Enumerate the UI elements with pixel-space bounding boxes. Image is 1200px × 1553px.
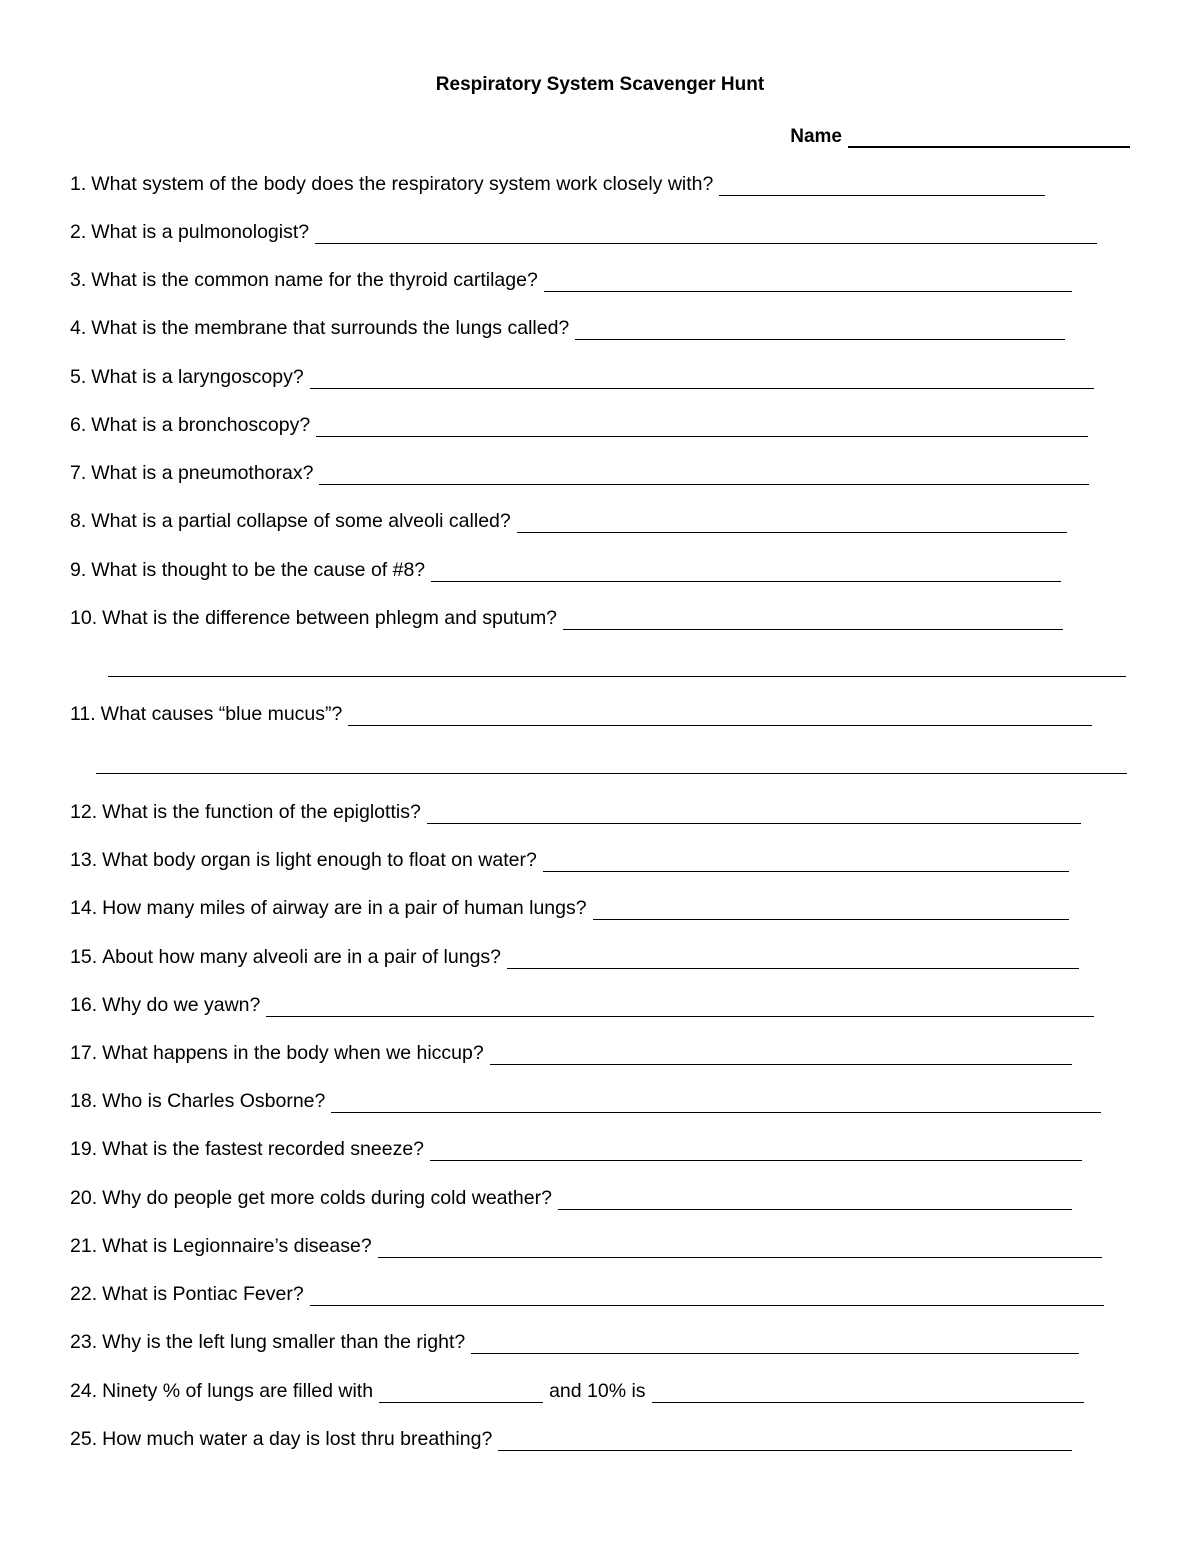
- answer-blank[interactable]: [431, 559, 1061, 582]
- question-text: What is the function of the epiglottis?: [102, 801, 421, 823]
- question-22: [70, 1280, 1104, 1306]
- answer-blank[interactable]: [310, 366, 1094, 389]
- question-text: About how many alveoli are in a pair of lungs?: [102, 946, 502, 968]
- answer-blank[interactable]: [563, 607, 1063, 630]
- question-number: 6.: [70, 414, 87, 436]
- question-number: 5.: [70, 366, 87, 388]
- question-text: What is a pulmonologist?: [91, 221, 310, 243]
- question-number: 4.: [70, 317, 87, 339]
- question-number: 2.: [70, 221, 87, 243]
- question-number: 1.: [70, 173, 87, 195]
- name-label: Name: [790, 126, 842, 147]
- question-21: [70, 1232, 1102, 1258]
- question-text: What is the common name for the thyroid cartilage?: [91, 269, 538, 291]
- answer-blank[interactable]: [266, 994, 1094, 1017]
- question-text: Who is Charles Osborne?: [102, 1090, 326, 1112]
- question-7: [70, 459, 1089, 485]
- answer-blank[interactable]: [490, 1042, 1072, 1065]
- answer-blank[interactable]: [331, 1090, 1101, 1113]
- question-5: [70, 363, 1094, 389]
- question-18: [70, 1087, 1101, 1113]
- question-11: [70, 700, 1092, 726]
- question-number: 14.: [70, 897, 98, 919]
- question-number: 9.: [70, 559, 87, 581]
- question-24: [70, 1377, 1084, 1403]
- question-number: 19.: [70, 1138, 98, 1160]
- question-25: [70, 1425, 1072, 1451]
- answer-blank[interactable]: [543, 849, 1069, 872]
- question-12: [70, 798, 1081, 824]
- question-4: [70, 314, 1065, 340]
- question-number: 25.: [70, 1428, 98, 1450]
- question-number: 24.: [70, 1380, 98, 1402]
- question-16: [70, 991, 1094, 1017]
- question-text: What happens in the body when we hiccup?: [102, 1042, 484, 1064]
- worksheet-title: Respiratory System Scavenger Hunt: [435, 74, 765, 95]
- question-20: [70, 1184, 1072, 1210]
- question-number: 21.: [70, 1235, 98, 1257]
- name-blank[interactable]: [848, 124, 1130, 148]
- answer-blank[interactable]: [517, 510, 1067, 533]
- question-text: How many miles of airway are in a pair of human lungs?: [102, 897, 587, 919]
- name-field: [790, 122, 1130, 148]
- answer-blank[interactable]: [427, 801, 1081, 824]
- question-8: [70, 507, 1067, 533]
- question-15: [70, 943, 1079, 969]
- question-text: What causes “blue mucus”?: [100, 703, 343, 725]
- question-text: What is thought to be the cause of #8?: [91, 559, 426, 581]
- question-number: 17.: [70, 1042, 98, 1064]
- question-text: How much water a day is lost thru breathing?: [102, 1428, 493, 1450]
- question-text: What is the difference between phlegm and sputum?: [102, 607, 558, 629]
- question-19: [70, 1135, 1082, 1161]
- question-text: What is a bronchoscopy?: [91, 414, 311, 436]
- answer-blank[interactable]: [315, 221, 1097, 244]
- question-text: Why do people get more colds during cold weather?: [102, 1187, 552, 1209]
- question-14: [70, 894, 1069, 920]
- question-text: Why is the left lung smaller than the right?: [102, 1331, 466, 1353]
- answer-blank[interactable]: [544, 269, 1072, 292]
- question-number: 22.: [70, 1283, 98, 1305]
- answer-blank[interactable]: [348, 703, 1092, 726]
- answer-blank[interactable]: [558, 1187, 1072, 1210]
- question-9: [70, 556, 1061, 582]
- question-2: [70, 218, 1097, 244]
- question-text: What system of the body does the respiratory system work closely with?: [91, 173, 714, 195]
- question-17: [70, 1039, 1072, 1065]
- question-number: 10.: [70, 607, 98, 629]
- question-6: [70, 411, 1088, 437]
- question-1: [70, 170, 1045, 196]
- question-text-middle: and 10% is: [549, 1380, 646, 1402]
- question-number: 12.: [70, 801, 98, 823]
- answer-blank-continued[interactable]: [96, 773, 1127, 774]
- answer-blank[interactable]: [310, 1283, 1104, 1306]
- question-number: 7.: [70, 462, 87, 484]
- question-number: 15.: [70, 946, 98, 968]
- question-text: Ninety % of lungs are filled with: [102, 1380, 374, 1402]
- answer-blank-continued[interactable]: [108, 676, 1126, 677]
- question-text: What is a laryngoscopy?: [91, 366, 304, 388]
- answer-blank[interactable]: [719, 173, 1045, 196]
- question-text: What is the fastest recorded sneeze?: [102, 1138, 425, 1160]
- question-text: What body organ is light enough to float on water?: [102, 849, 537, 871]
- question-number: 16.: [70, 994, 98, 1016]
- answer-blank[interactable]: [316, 414, 1088, 437]
- answer-blank-first[interactable]: [379, 1380, 543, 1403]
- question-number: 8.: [70, 510, 87, 532]
- question-number: 13.: [70, 849, 98, 871]
- answer-blank-second[interactable]: [652, 1380, 1084, 1403]
- question-number: 18.: [70, 1090, 98, 1112]
- answer-blank[interactable]: [471, 1331, 1079, 1354]
- answer-blank[interactable]: [319, 462, 1089, 485]
- question-13: [70, 846, 1069, 872]
- question-text: What is Legionnaire’s disease?: [102, 1235, 372, 1257]
- question-text: What is a partial collapse of some alveoli called?: [91, 510, 511, 532]
- question-number: 3.: [70, 269, 87, 291]
- question-text: What is a pneumothorax?: [91, 462, 314, 484]
- question-text: What is Pontiac Fever?: [102, 1283, 304, 1305]
- question-number: 20.: [70, 1187, 98, 1209]
- question-text: Why do we yawn?: [102, 994, 261, 1016]
- question-10: [70, 604, 1063, 630]
- question-number: 11.: [70, 703, 96, 725]
- question-number: 23.: [70, 1331, 98, 1353]
- question-text: What is the membrane that surrounds the lungs called?: [91, 317, 570, 339]
- answer-blank[interactable]: [430, 1138, 1082, 1161]
- question-23: [70, 1328, 1079, 1354]
- answer-blank[interactable]: [498, 1428, 1072, 1451]
- answer-blank[interactable]: [575, 317, 1065, 340]
- answer-blank[interactable]: [593, 897, 1069, 920]
- answer-blank[interactable]: [378, 1235, 1102, 1258]
- question-3: [70, 266, 1072, 292]
- answer-blank[interactable]: [507, 946, 1079, 969]
